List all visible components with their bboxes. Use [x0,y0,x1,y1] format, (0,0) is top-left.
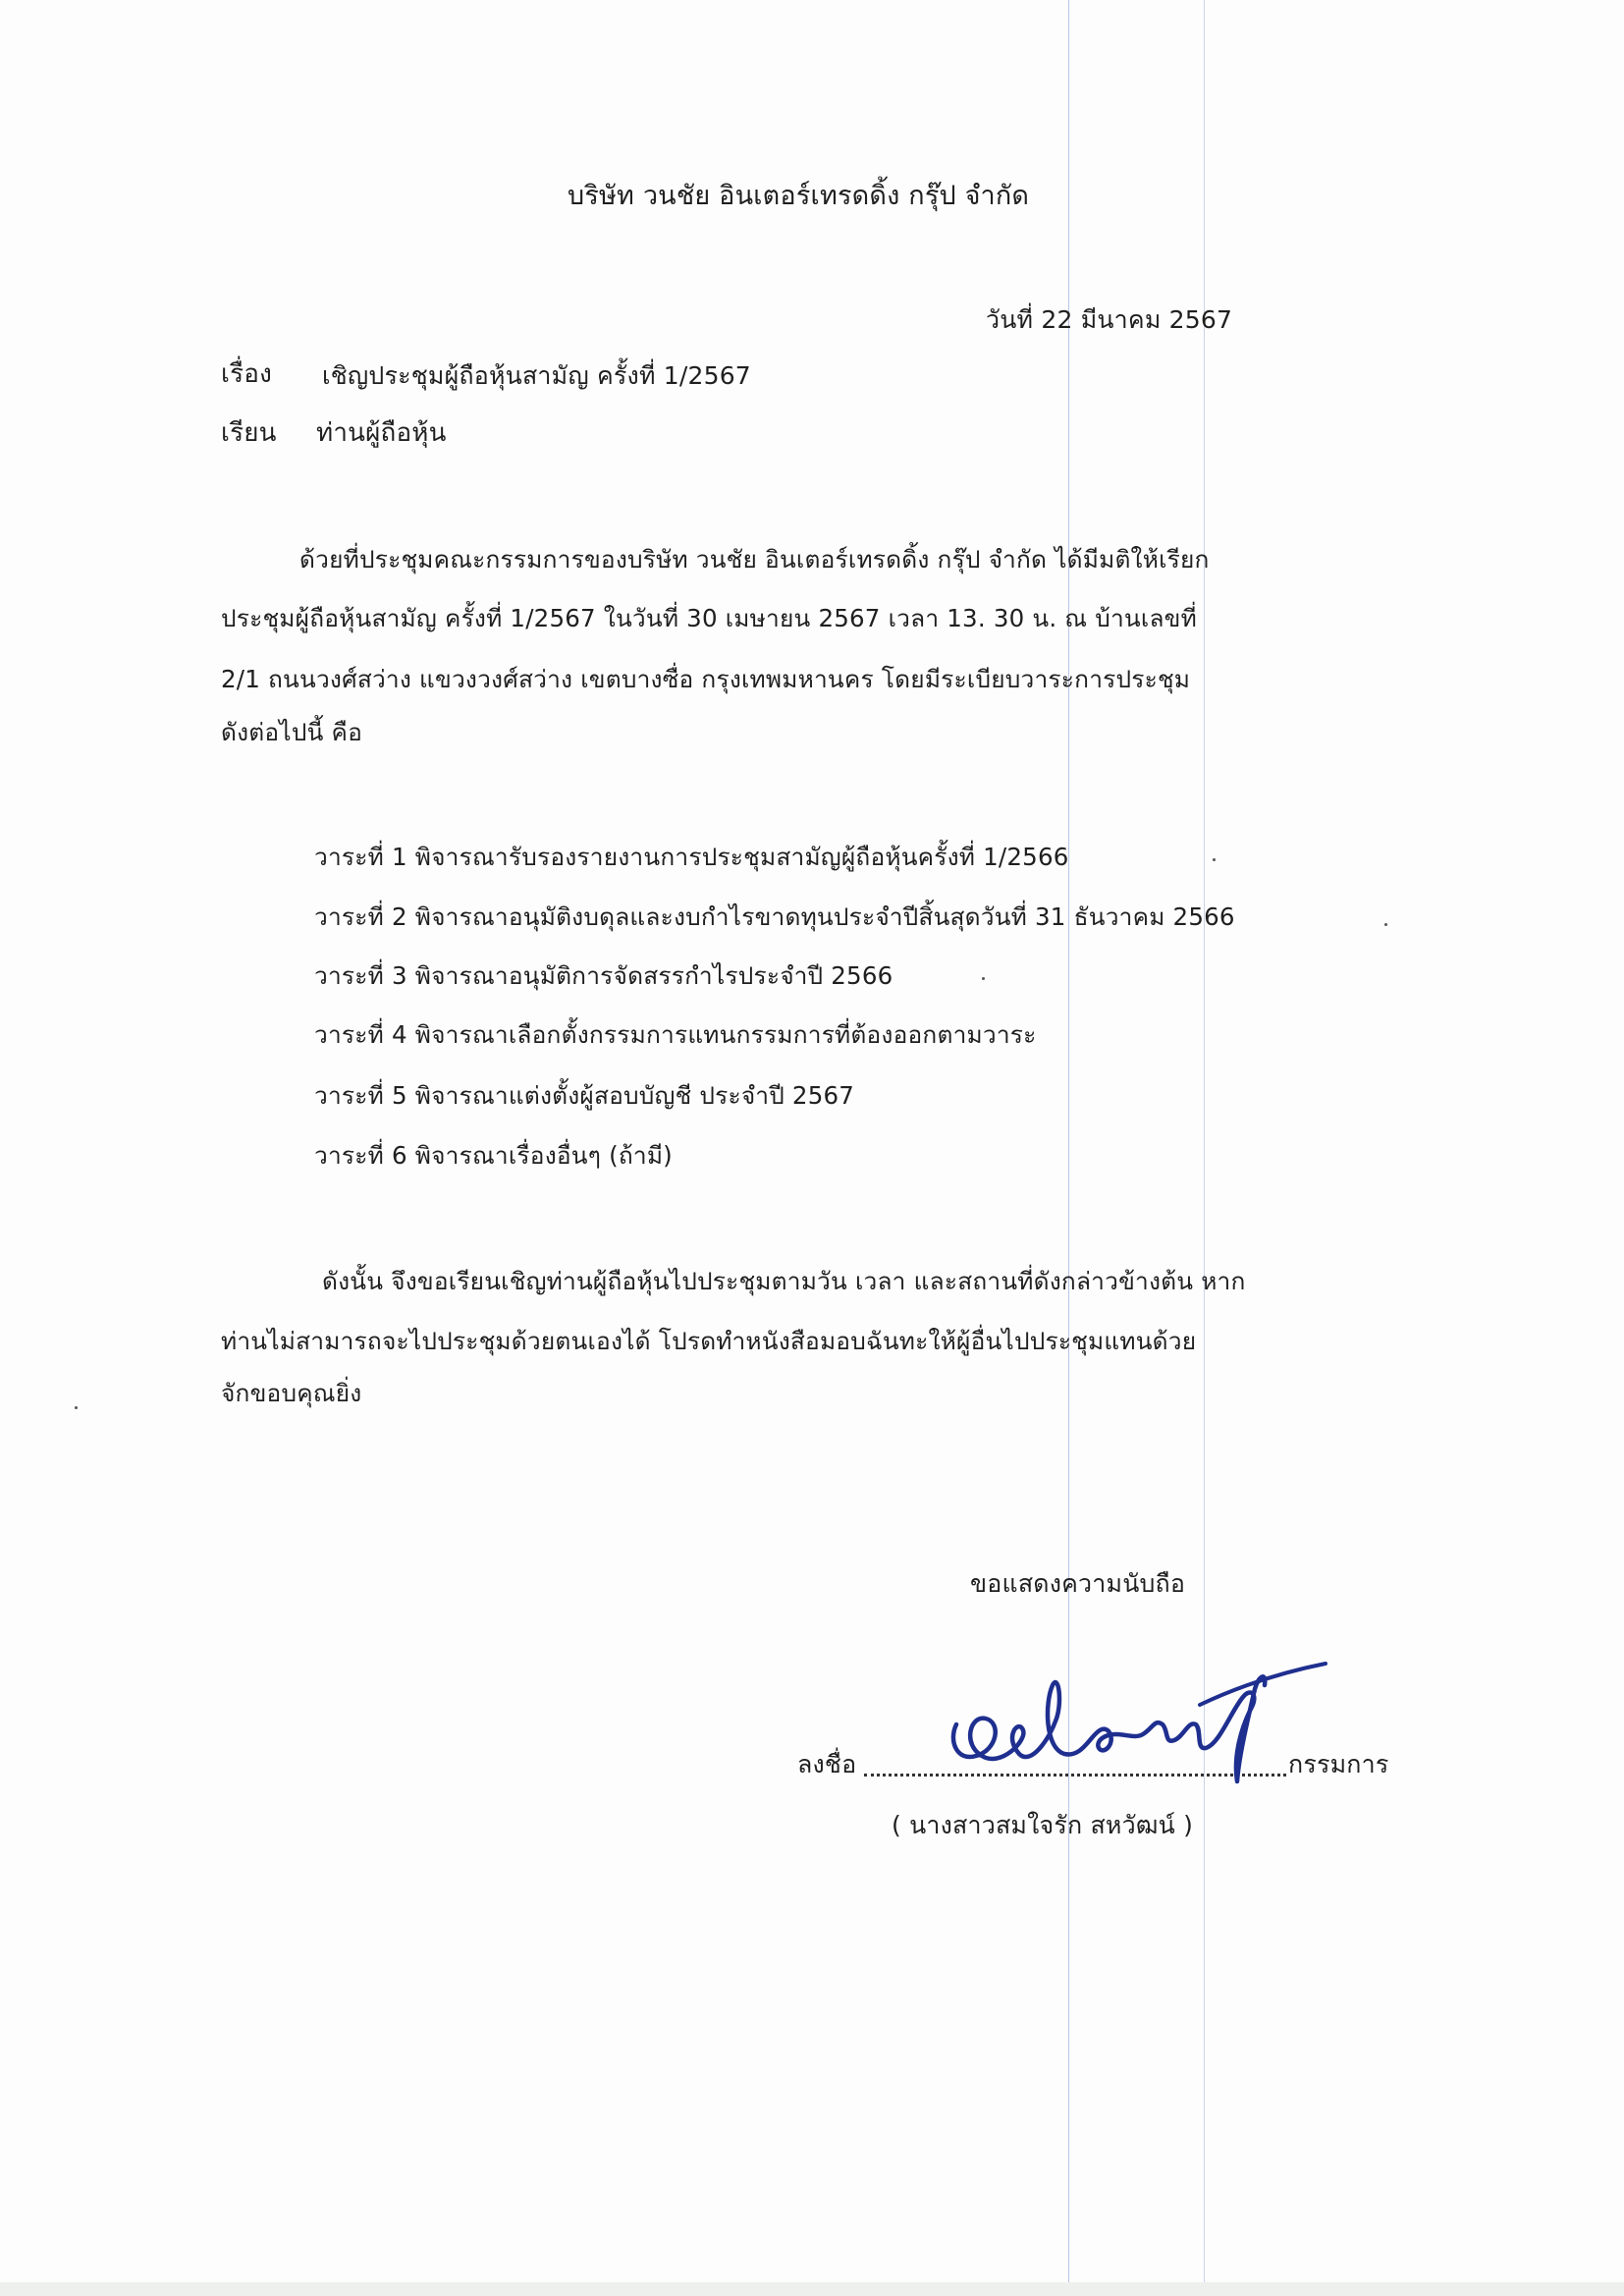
body-line: ประชุมผู้ถือหุ้นสามัญ ครั้งที่ 1/2567 ในวันที่ 30 เมษายน 2567 เวลา 13. 30 น. ณ บ้านเลขที่ [221,604,1197,632]
signature-label: ลงชื่อ [797,1750,857,1778]
signatory-role: กรรมการ [1288,1750,1389,1778]
handwritten-signature [943,1646,1335,1793]
agenda-item: วาระที่ 4 พิจารณาเลือกตั้งกรรมการแทนกรรมการที่ต้องออกตามวาระ [314,1020,1037,1049]
scan-artifact-line [1204,0,1205,2296]
signatory-name: ( นางสาวสมใจรัก สหวัฒน์ ) [892,1811,1194,1839]
scan-artifact-line [1068,0,1069,2296]
scan-speck [1213,858,1216,861]
body-line: ดังต่อไปนี้ คือ [221,718,363,746]
agenda-item: วาระที่ 6 พิจารณาเรื่องอื่นๆ (ถ้ามี) [314,1141,673,1170]
agenda-item: วาระที่ 5 พิจารณาแต่งตั้งผู้สอบบัญชี ประจำปี 2567 [314,1081,855,1110]
body-line: ด้วยที่ประชุมคณะกรรมการของบริษัท วนชัย อินเตอร์เทรดดิ้ง กรุ๊ป จำกัด ได้มีมติให้เรียก [299,545,1210,574]
subject-label: เรื่อง [221,359,272,389]
closing-line: ดังนั้น จึงขอเรียนเชิญท่านผู้ถือหุ้นไปประชุมตามวัน เวลา และสถานที่ดังกล่าวข้างต้น หาก [322,1267,1246,1295]
scan-speck [75,1406,78,1409]
subject-text: เชิญประชุมผู้ถือหุ้นสามัญ ครั้งที่ 1/2567 [322,361,751,390]
letter-date: วันที่ 22 มีนาคม 2567 [986,305,1233,334]
company-name: บริษัท วนชัย อินเตอร์เทรดดิ้ง กรุ๊ป จำกัด [568,181,1030,211]
recipient-label: เรียน [221,418,277,448]
body-line: 2/1 ถนนวงศ์สว่าง แขวงวงศ์สว่าง เขตบางซื่อ กรุงเทพมหานคร โดยมีระเบียบวาระการประชุม [221,665,1191,693]
closing-regards: ขอแสดงความนับถือ [970,1569,1186,1598]
scan-speck [982,977,985,980]
agenda-item: วาระที่ 2 พิจารณาอนุมัติงบดุลและงบกำไรขาดทุนประจำปีสิ้นสุดวันที่ 31 ธันวาคม 2566 [314,902,1235,931]
agenda-item: วาระที่ 1 พิจารณารับรองรายงานการประชุมสามัญผู้ถือหุ้นครั้งที่ 1/2566 [314,843,1069,871]
agenda-item: วาระที่ 3 พิจารณาอนุมัติการจัดสรรกำไรประจำปี 2566 [314,961,893,990]
recipient-text: ท่านผู้ถือหุ้น [316,418,447,448]
scan-bottom-edge [0,2282,1624,2296]
closing-line: ท่านไม่สามารถจะไปประชุมด้วยตนเองได้ โปรดทำหนังสือมอบฉันทะให้ผู้อื่นไปประชุมแทนด้วย [221,1327,1197,1355]
closing-line: จักขอบคุณยิ่ง [221,1379,362,1407]
scan-speck [1384,923,1387,926]
